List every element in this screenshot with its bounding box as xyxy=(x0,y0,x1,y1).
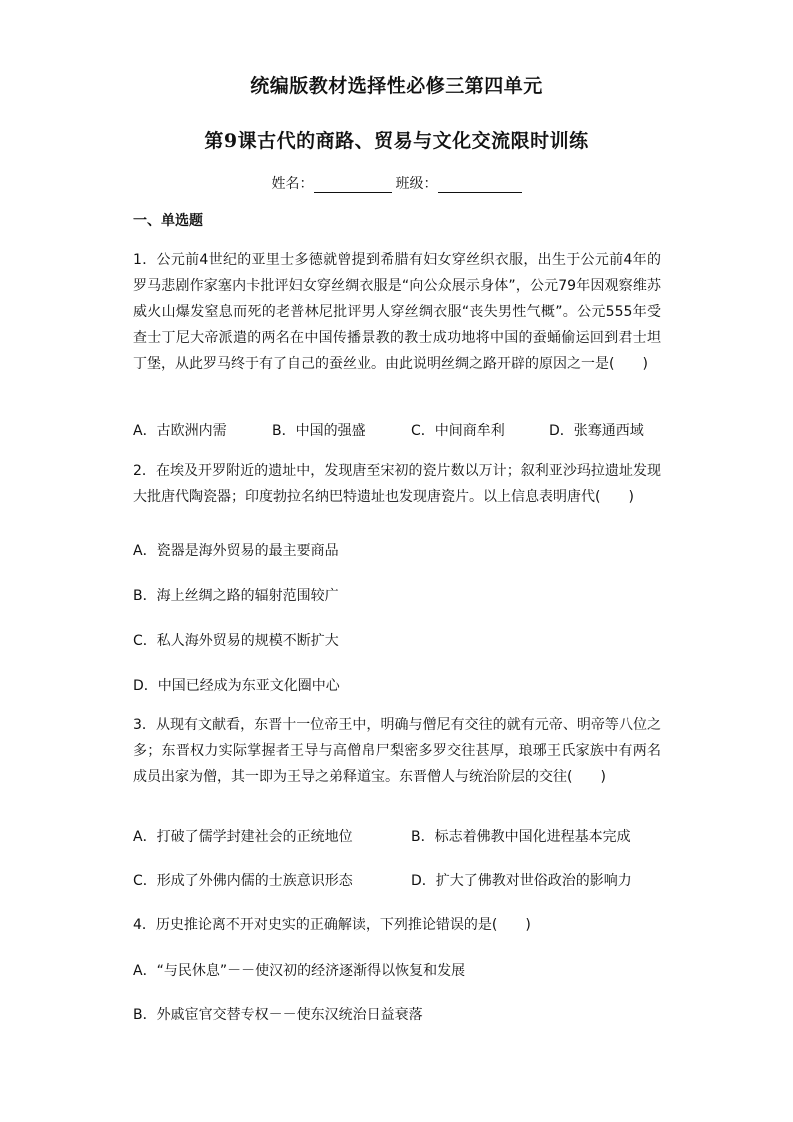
section-heading: 一、单选题 xyxy=(133,213,203,229)
question-4-option-b[interactable]: B．外戚宦官交替专权－－使东汉统治日益衰落 xyxy=(133,1007,423,1023)
class-label: 班级： xyxy=(395,176,438,192)
question-2-option-d[interactable]: D．中国已经成为东亚文化圈中心 xyxy=(133,678,340,694)
question-2-option-b[interactable]: B．海上丝绸之路的辐射范围较广 xyxy=(133,588,339,604)
question-1-stem: 1．公元前4世纪的亚里士多德就曾提到希腊有妇女穿丝织衣服，出生于公元前4年的罗马悲剧作家塞内卡批评妇女穿丝绸衣服是“向公众展示身体”，公元79年因观察维苏威火山爆发窒息而死的老普林尼批评男人穿丝绸衣服“丧失男性气概”。公元555年受查士丁尼大帝派遣的两名在中国传播景教的教士成功地将中国的蚕蛹偷运回到君士坦丁堡，从此罗马终于有了自己的蚕丝业。由此说明丝绸之路开辟的原因之一是( ) xyxy=(133,252,661,372)
question-3-stem: 3．从现有文献看，东晋十一位帝王中，明确与僧尼有交往的就有元帝、明帝等八位之多；东晋权力实际掌握者王导与高僧帛尸梨密多罗交往甚厚，琅琊王氏家族中有两名成员出家为僧，其一即为王导之弟释道宝。东晋僧人与统治阶层的交往( ) xyxy=(133,717,661,785)
name-label: 姓名： xyxy=(271,176,314,192)
question-3-option-d[interactable]: D．扩大了佛教对世俗政治的影响力 xyxy=(411,873,632,889)
question-1-option-a[interactable]: A．古欧洲内需 xyxy=(133,423,227,439)
question-3-option-a[interactable]: A．打破了儒学封建社会的正统地位 xyxy=(133,829,353,845)
question-1-option-d[interactable]: D．张骞通西域 xyxy=(549,423,644,439)
document-subtitle: 第9课古代的商路、贸易与文化交流限时训练 xyxy=(204,130,589,152)
name-blank[interactable] xyxy=(314,178,392,193)
question-4-stem: 4．历史推论离不开对史实的正确解读，下列推论错误的是( ) xyxy=(133,917,531,933)
question-3-option-c[interactable]: C．形成了外佛内儒的士族意识形态 xyxy=(133,873,353,889)
question-2-stem: 2．在埃及开罗附近的遗址中，发现唐至宋初的瓷片数以万计；叙利亚沙玛拉遗址发现大批唐代陶瓷器；印度勃拉名纳巴特遗址也发现唐瓷片。以上信息表明唐代( ) xyxy=(133,463,661,505)
question-2-option-a[interactable]: A．瓷器是海外贸易的最主要商品 xyxy=(133,543,339,559)
question-1-option-b[interactable]: B．中国的强盛 xyxy=(272,423,366,439)
question-4-option-a[interactable]: A．“与民休息”－－使汉初的经济逐渐得以恢复和发展 xyxy=(133,963,466,979)
question-2-option-c[interactable]: C．私人海外贸易的规模不断扩大 xyxy=(133,633,339,649)
question-3-option-b[interactable]: B．标志着佛教中国化进程基本完成 xyxy=(411,829,631,845)
question-1-option-c[interactable]: C．中间商牟利 xyxy=(411,423,505,439)
document-title: 统编版教材选择性必修三第四单元 xyxy=(250,75,543,97)
class-blank[interactable] xyxy=(438,178,522,193)
student-info-line xyxy=(0,173,793,193)
